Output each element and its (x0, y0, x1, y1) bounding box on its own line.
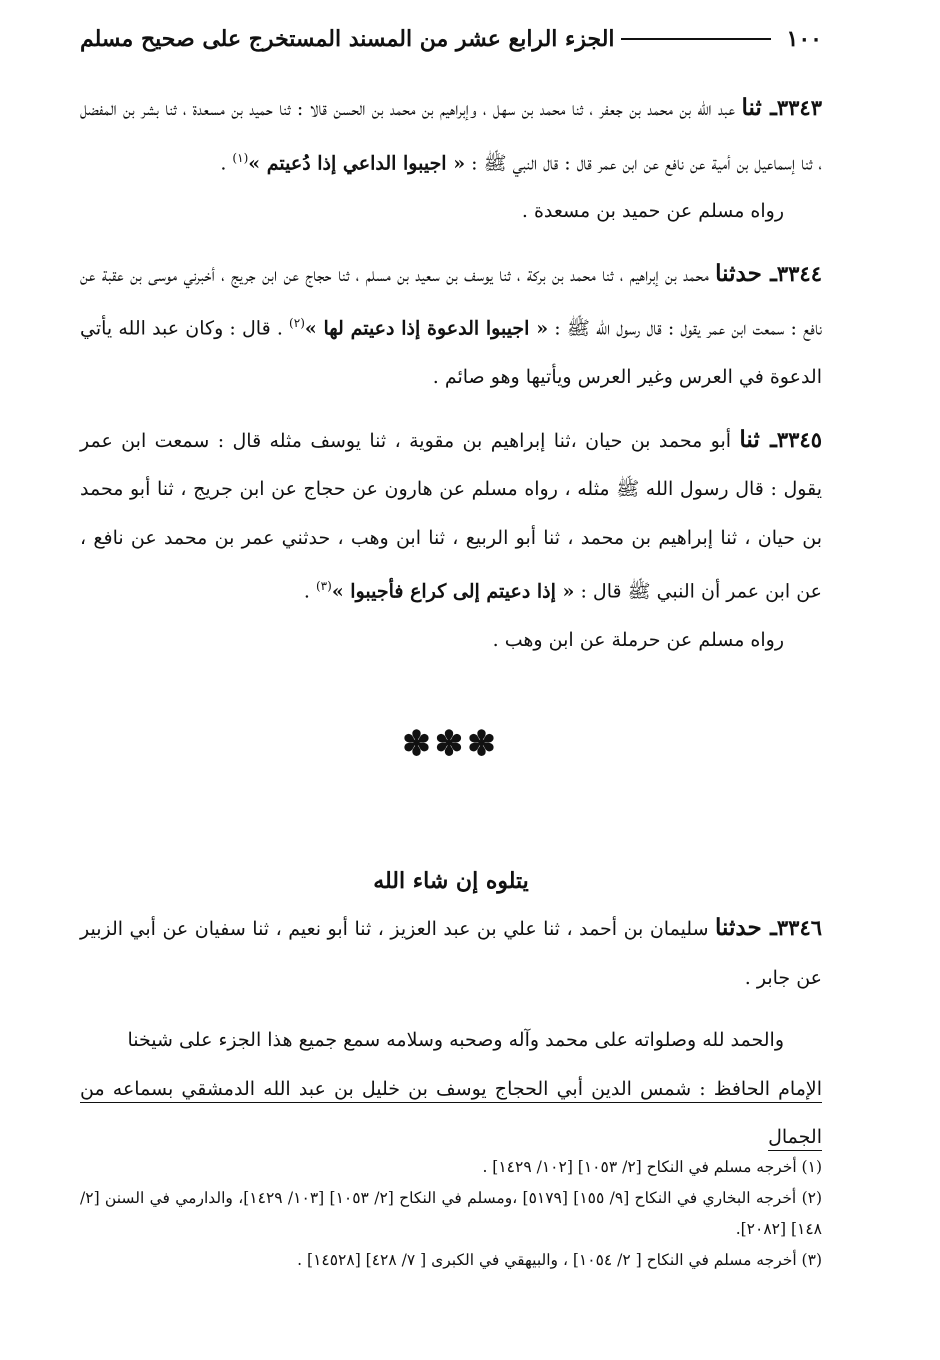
hadith-end: . (220, 151, 233, 174)
closing-line-1: والحمد لله وصلواته على محمد وآله وصحبه وسلامه سمع جميع هذا الجزء على شيخنا (127, 1029, 784, 1052)
continuation-heading: يتلوه إن شاء الله (373, 868, 529, 895)
hadith-number: ٣٣٤٥ (776, 426, 822, 452)
hadith-quote: « إذا دعيتم إلى كراع فأجيبوا » (331, 580, 575, 603)
footnote-3: (٣) أخرجه مسلم في النكاح [ ٢/ ١٠٥٤] ، والبيهقي في الكبرى [ ٧/ ٤٢٨] [١٤٥٢٨] . (297, 1251, 822, 1269)
hadith-lead: ـ حدثنا (715, 259, 777, 287)
footnote-ref: (١) (232, 150, 249, 165)
hadith-lead: ـ حدثنا (715, 914, 777, 942)
header-rule (621, 38, 771, 40)
hadith-text: عبد الله بن محمد بن جعفر ، ثنا محمد بن سهل ، وإبراهيم بن محمد بن الحسن قالا : ثنا حميد بن مسعدة ، ثنا بشر بن المفضل ، ثنا إسماعيل بن أمية عن نافع عن ابن عمر قال : قال النبي ﷺ : (80, 98, 822, 174)
hadith-quote: « اجيبوا الدعوة إذا دعيتم لها » (304, 317, 549, 340)
hadith-3346 (80, 904, 822, 1002)
hadith-lead: ـ ثنا (739, 425, 777, 453)
hadith-3344 (80, 250, 822, 402)
footnote-ref: (٣) (315, 579, 332, 594)
hadith-quote: « اجيبوا الداعي إذا دُعيتم » (248, 151, 466, 174)
hadith-number: ٣٣٤٦ (776, 915, 823, 941)
footnotes (80, 1152, 822, 1276)
hadith-lead: ـ ثنا (741, 94, 777, 121)
hadith-3345 (80, 416, 822, 616)
main-text (80, 84, 822, 1162)
hadith-text: محمد بن إبراهيم ، ثنا محمد بن بركة ، ثنا يوسف بن سعيد بن مسلم ، ثنا حجاج عن ابن جريج ، أخبرني موسى بن عقبة عن نافع : سمعت ابن عمر يقول : قال رسول الله ﷺ : (80, 263, 823, 340)
footnote-1: (١) أخرجه مسلم في النكاح [٢/ ١٠٥٣] [١٠٢/ ١٤٢٩] . (482, 1158, 822, 1176)
footnote-ref: (٢) (289, 316, 305, 331)
narration-note: رواه مسلم عن حرملة عن ابن وهب . (492, 628, 784, 651)
hadith-end: . (303, 580, 316, 603)
closing-line-2 (80, 1065, 822, 1162)
hadith-text: أبو محمد بن حيان ،ثنا إبراهيم بن مقوية ، ثنا يوسف مثله قال : سمعت ابن عمر يقول : قال رسول الله ﷺ مثله ، رواه مسلم عن هارون عن حجاج عن ابن جريج ، ثنا أبو محمد بن حيان ، ثنا إبراهيم بن محمد ، ثنا أبو الربيع ، ثنا ابن وهب ، حدثني عمر بن محمد عن نافع ، عن ابن عمر أن النبي ﷺ قال : (80, 429, 822, 603)
hadith-number: ٣٣٤٣ (776, 95, 822, 120)
hadith-number: ٣٣٤٤ (776, 260, 822, 286)
narration-note: رواه مسلم عن حميد بن مسعدة . (521, 200, 784, 223)
header-title: الجزء الرابع عشر من المسند المستخرج على صحيح مسلم (79, 26, 615, 52)
page-header (80, 22, 822, 56)
hadith-text: سليمان بن أحمد ، ثنا علي بن عبد العزيز ، ثنا أبو نعيم ، ثنا سفيان عن أبي الزبير عن جابر . (80, 918, 822, 989)
hadith-3343 (80, 84, 822, 187)
footnote-2: (٢) أخرجه البخاري في النكاح [٩/ ١٥٥] [٥١٧٩] ،ومسلم في النكاح [٢/ ١٠٥٣] [١٠٣/ ١٤٢٩]، والدارمي في السنن [٢/ ١٤٨] [٢٠٨٢]. (80, 1189, 823, 1238)
section-separator: ✽✽✽ (402, 724, 500, 765)
hadith-end: . قال : وكان عبد الله يأتي الدعوة في العرس وغير العرس ويأتيها وهو صائم . (80, 317, 822, 389)
closing-line-2-text: الإمام الحافظ : شمس الدين أبي الحجاج يوسف بن خليل بن عبد الله الدمشقي بسماعه من الجمال (80, 1078, 822, 1152)
page-number: ١٠٠ (786, 26, 822, 52)
